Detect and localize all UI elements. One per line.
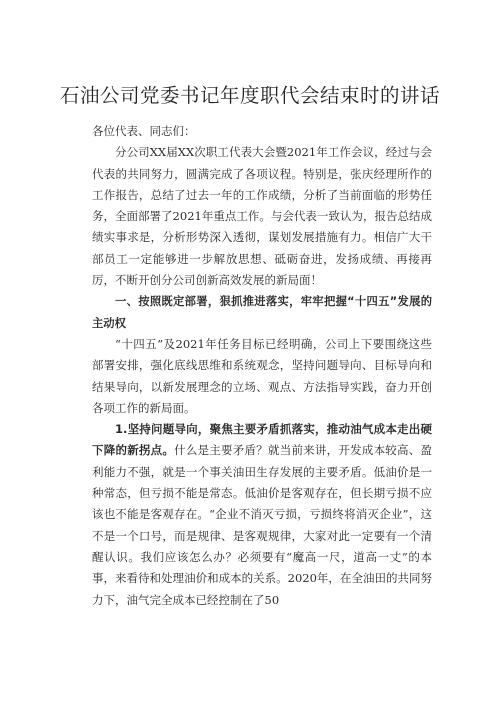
section-heading: 一、按照既定部署，狠抓推进落实，牢牢把握“十四五”发展的主动权 (92, 295, 432, 330)
salutation: 各位代表、同志们： (92, 124, 196, 138)
paragraph: “十四五”及2021年任务目标已经明确，公司上下要围绕这些部署安排，强化底线思维和系统观念，坚持问题导向、目标导向和结果导向，以新发展理念的立场、观点、方法指导实践，奋力开创各项工作的新局面。 (92, 336, 432, 415)
paragraph: 分公司XX届XX次职工代表大会暨2021年工作会议，经过与会代表的共同努力，圆满完成了各项议程。特别是，张庆经理所作的工作报告，总结了过去一年的工作成绩，分析了当前面临的形势任务，全面部署了2021年重点工作。与会代表一致认为，报告总结成绩实事求是，分析形势深入透彻，谋划发展措施有力。相信广大干部员工一定能够进一步解放思想、砥砺奋进，发扬成绩、再接再厉，不断开创分公司创新高效发展的新局面！ (92, 145, 432, 288)
document-title: 石油公司党委书记年度职代会结束时的讲话 (59, 84, 440, 107)
paragraph-text: 什么是主要矛盾？就当前来讲，开发成本较高、盈利能力不强，就是一个事关油田生存发展的主要矛盾。低油价是一种常态，但亏损不能是常态。低油价是客观存在，但长期亏损不应该也不能是客观存在。“企业不消灭亏损，亏损终将消灭企业”，这不是一个口号，而是规律、是客观规律，大家对此一定要有一个清醒认识。我们应该怎么办？必须要有“魔高一尺，道高一丈”的本事，来看待和处理油价和成本的关系。2020年，在全油田的共同努力下，油气完全成本已经控制在了50 (92, 443, 432, 607)
document-body (92, 121, 432, 611)
point-heading: 1.坚持问题导向，聚焦主要矛盾抓落实，推动油气成本走出硬下降的新拐点。 (92, 422, 432, 458)
paragraph (92, 419, 432, 611)
